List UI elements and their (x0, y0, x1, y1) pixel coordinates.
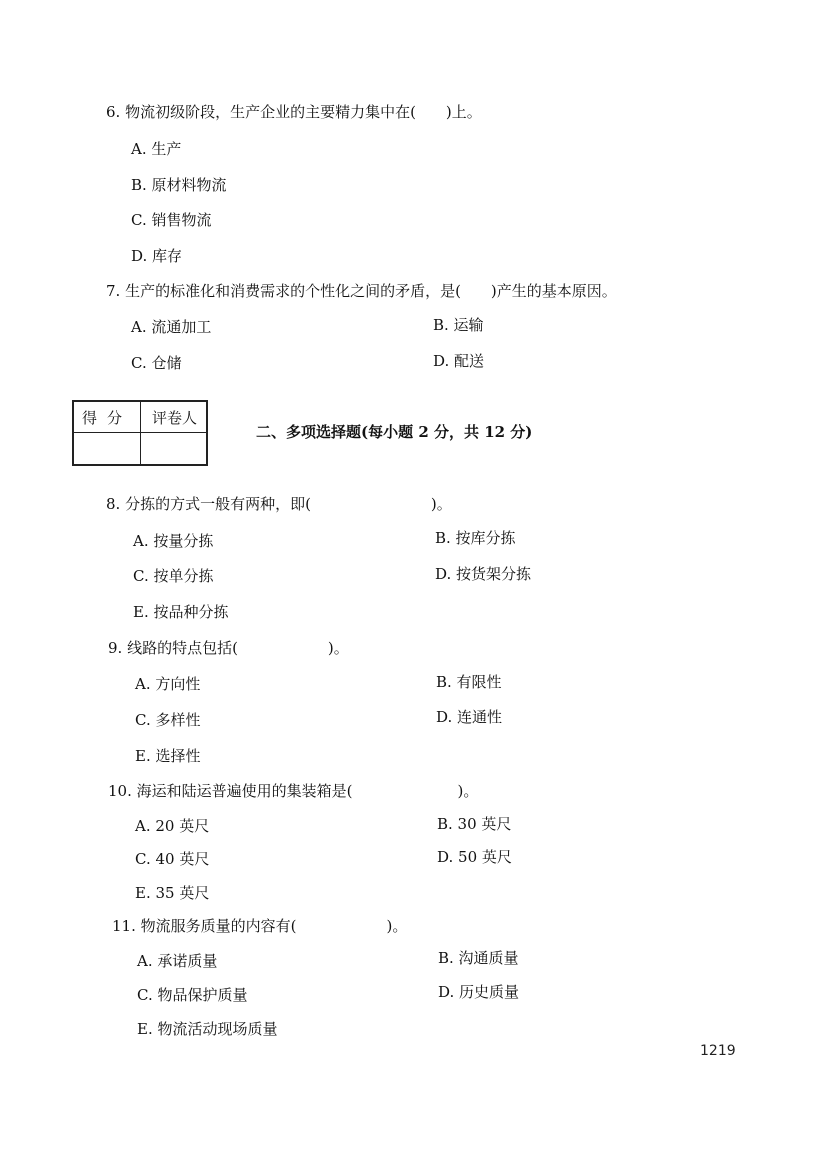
q9-option-a: A. 方向性 (135, 675, 201, 693)
q8-stem: 8. 分拣的方式一般有两种，即( )。 (106, 495, 452, 513)
q11-option-d: D. 历史质量 (438, 983, 520, 1001)
q11-option-b: B. 沟通质量 (438, 949, 519, 967)
score-box-divider-horizontal (74, 432, 206, 433)
q8-option-e: E. 按品种分拣 (133, 603, 229, 621)
score-box (72, 400, 208, 466)
q10-option-c: C. 40 英尺 (135, 850, 210, 868)
q11-stem: 11. 物流服务质量的内容有( )。 (112, 917, 408, 935)
q7-option-a: A. 流通加工 (131, 318, 212, 336)
q7-stem: 7. 生产的标准化和消费需求的个性化之间的矛盾，是( )产生的基本原因。 (106, 282, 617, 300)
q9-option-c: C. 多样性 (135, 711, 201, 729)
q6-option-b: B. 原材料物流 (131, 176, 227, 194)
q9-option-e: E. 选择性 (135, 747, 201, 765)
q8-option-c: C. 按单分拣 (133, 567, 214, 585)
section-title: 二、多项选择题(每小题 2 分，共 12 分) (256, 423, 533, 441)
q11-option-c: C. 物品保护质量 (137, 986, 248, 1004)
q9-stem: 9. 线路的特点包括( )。 (108, 639, 349, 657)
q7-option-b: B. 运输 (433, 316, 484, 334)
q10-option-b: B. 30 英尺 (437, 815, 512, 833)
q8-option-d: D. 按货架分拣 (435, 565, 532, 583)
score-label: 得分 (81, 409, 132, 427)
q6-stem: 6. 物流初级阶段，生产企业的主要精力集中在( )上。 (106, 103, 482, 121)
q8-option-b: B. 按库分拣 (435, 529, 516, 547)
q10-option-a: A. 20 英尺 (135, 817, 210, 835)
q10-option-d: D. 50 英尺 (437, 848, 512, 866)
q10-stem: 10. 海运和陆运普遍使用的集装箱是( )。 (108, 782, 479, 800)
grader-label: 评卷人 (151, 409, 197, 427)
page-number: 1219 (700, 1043, 736, 1059)
q7-option-d: D. 配送 (433, 352, 485, 370)
q11-option-e: E. 物流活动现场质量 (137, 1020, 278, 1038)
q6-option-d: D. 库存 (131, 247, 183, 265)
q6-option-a: A. 生产 (131, 140, 182, 158)
q9-option-d: D. 连通性 (436, 708, 503, 726)
q8-option-a: A. 按量分拣 (133, 532, 214, 550)
q11-option-a: A. 承诺质量 (137, 952, 218, 970)
q9-option-b: B. 有限性 (436, 673, 502, 691)
q10-option-e: E. 35 英尺 (135, 884, 210, 902)
q6-option-c: C. 销售物流 (131, 211, 212, 229)
q7-option-c: C. 仓储 (131, 354, 182, 372)
